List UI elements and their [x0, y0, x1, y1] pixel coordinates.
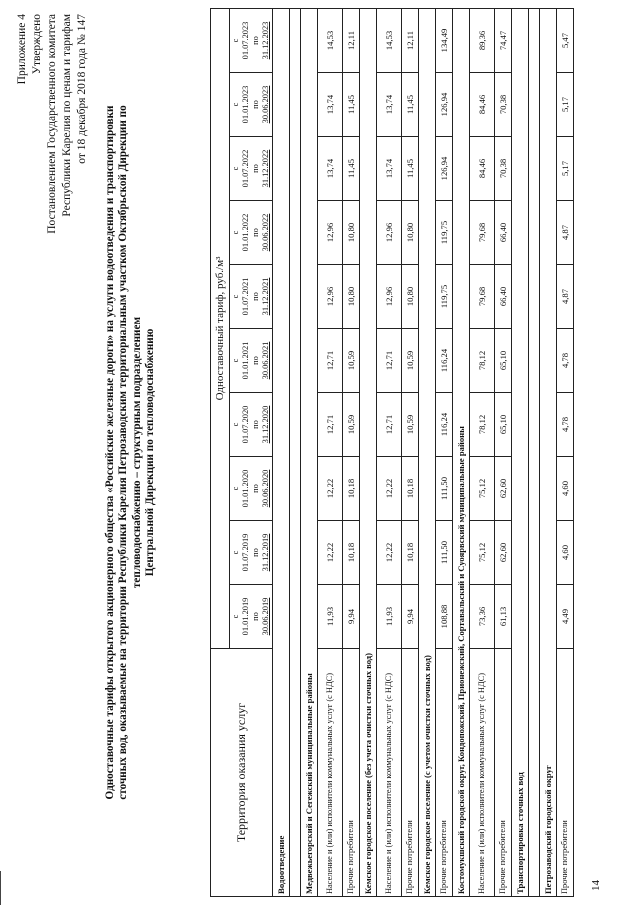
- table-row: [318, 8, 343, 896]
- group-title: Кемское городское поселение (с учетом очистки сточных вод): [419, 8, 436, 896]
- tariff-cell: 126,94: [436, 73, 453, 137]
- row-label-other: Прочие потребители: [557, 649, 574, 897]
- tariff-cell: 89,36: [470, 8, 495, 72]
- tariff-cell: 66,40: [495, 201, 512, 265]
- tariff-cell: 11,93: [377, 585, 402, 649]
- tariff-cell: 5,17: [557, 73, 574, 137]
- period-header: с 01.07.2021 по 31.12.2021: [230, 265, 273, 329]
- tariff-cell: 5,17: [557, 137, 574, 201]
- tariff-cell: 119,75: [436, 201, 453, 265]
- tariff-cell: 11,93: [318, 585, 343, 649]
- tariff-cell: 12,96: [318, 265, 343, 329]
- tariff-cell: 111,50: [436, 457, 453, 521]
- title-line-1: Одноставочные тарифы открытого акционерного общества «Российские железные дороги» на услуги водоотведения и транспортировки: [104, 105, 116, 800]
- section-row-vodootvedenie: [273, 8, 290, 896]
- group-row-petrozavodsk: [540, 8, 557, 896]
- tariff-cell: 10,18: [343, 521, 360, 585]
- tariff-cell: 4,87: [557, 201, 574, 265]
- tariff-cell: 4,60: [557, 457, 574, 521]
- spacer-row: [290, 8, 301, 896]
- tariff-cell: 12,22: [318, 457, 343, 521]
- period-header: с 01.01.2020 по 30.06.2020: [230, 457, 273, 521]
- tariff-table: [210, 8, 574, 897]
- tariff-cell: 11,45: [402, 73, 419, 137]
- tariff-cell: 12,11: [402, 8, 419, 72]
- tariff-cell: 10,80: [402, 265, 419, 329]
- tariff-cell: 126,94: [436, 137, 453, 201]
- tariff-cell: 4,78: [557, 329, 574, 393]
- group-title: Кемское городское поселение (без учета очистки сточных вод): [360, 8, 377, 896]
- tariff-cell: 4,49: [557, 585, 574, 649]
- table-row: [436, 8, 453, 896]
- table-row: [377, 8, 402, 896]
- tariff-cell: 78,12: [470, 393, 495, 457]
- tariff-cell: 65,10: [495, 329, 512, 393]
- table-row: [343, 8, 360, 896]
- spacer-cell: [529, 8, 540, 896]
- tariff-cell: 12,22: [318, 521, 343, 585]
- approval-block: [15, 14, 90, 234]
- tariff-cell: 10,59: [402, 329, 419, 393]
- tariff-cell: 116,24: [436, 329, 453, 393]
- table-row: [557, 8, 574, 896]
- row-label-population: Население и (или) исполнители коммунальных услуг (с НДС): [377, 649, 402, 897]
- tariff-cell: 73,36: [470, 585, 495, 649]
- territory-header: Территория оказания услуг: [211, 649, 273, 897]
- tariff-unit-header: Одноставочный тариф, руб./м³: [211, 8, 230, 648]
- row-label-other: Прочие потребители: [436, 649, 453, 897]
- period-header: с 01.01.2022 по 30.06.2022: [230, 201, 273, 265]
- group-title: Петрозаводский городской округ: [540, 8, 557, 896]
- tariff-cell: 75,12: [470, 457, 495, 521]
- tariff-cell: 62,60: [495, 521, 512, 585]
- section-row-transport: [512, 8, 529, 896]
- tariff-cell: 13,74: [377, 73, 402, 137]
- group-row-kostomuksha: [453, 8, 470, 896]
- approval-line-1: Приложение 4: [16, 14, 28, 85]
- tariff-cell: 10,18: [402, 521, 419, 585]
- tariff-cell: 10,80: [343, 265, 360, 329]
- group-title: Костомукшский городской округ, Кондопожский, Прионежский, Сортавальский и Суоярвский муниципальные районы: [453, 8, 470, 896]
- tariff-cell: 134,49: [436, 8, 453, 72]
- table-row: [470, 8, 495, 896]
- document-title: [104, 10, 158, 895]
- tariff-cell: 4,87: [557, 265, 574, 329]
- approval-line-5: от 18 декабря 2018 года № 147: [76, 14, 88, 164]
- corner-line: [0, 871, 1, 905]
- tariff-cell: 62,60: [495, 457, 512, 521]
- tariff-cell: 65,10: [495, 393, 512, 457]
- tariff-cell: 70,38: [495, 137, 512, 201]
- tariff-cell: 12,11: [343, 8, 360, 72]
- tariff-cell: 14,53: [318, 8, 343, 72]
- period-header: с 01.07.2023 по 31.12.2023: [230, 8, 273, 72]
- page-number: 14: [590, 880, 602, 891]
- tariff-cell: 10,59: [402, 393, 419, 457]
- group-title: Медвежьегорский и Сегежский муниципальные районы: [301, 8, 318, 896]
- tariff-cell: 12,71: [377, 329, 402, 393]
- tariff-cell: 66,40: [495, 265, 512, 329]
- tariff-cell: 9,94: [402, 585, 419, 649]
- tariff-cell: 70,38: [495, 73, 512, 137]
- tariff-cell: 10,80: [343, 201, 360, 265]
- tariff-cell: 84,46: [470, 73, 495, 137]
- period-header: с 01.01.2023 по 30.06.2023: [230, 73, 273, 137]
- tariff-cell: 4,78: [557, 393, 574, 457]
- period-header: с 01.01.2021 по 30.06.2021: [230, 329, 273, 393]
- tariff-cell: 79,68: [470, 265, 495, 329]
- tariff-cell: 108,88: [436, 585, 453, 649]
- tariff-cell: 12,22: [377, 457, 402, 521]
- row-label-population: Население и (или) исполнители коммунальных услуг (с НДС): [470, 649, 495, 897]
- tariff-cell: 12,71: [377, 393, 402, 457]
- period-header: с 01.01.2019 по 30.06.2019: [230, 585, 273, 649]
- tariff-cell: 10,59: [343, 329, 360, 393]
- tariff-cell: 74,47: [495, 8, 512, 72]
- approval-line-4: Республики Карелия по ценам и тарифам: [61, 14, 73, 217]
- tariff-cell: 12,71: [318, 329, 343, 393]
- table-row: [495, 8, 512, 896]
- row-label-other: Прочие потребители: [402, 649, 419, 897]
- tariff-cell: 12,22: [377, 521, 402, 585]
- table-row: [402, 8, 419, 896]
- tariff-cell: 13,74: [377, 137, 402, 201]
- row-label-other: Прочие потребители: [343, 649, 360, 897]
- title-line-3: тепловодоснабжению – структурным подразделением: [130, 316, 143, 589]
- header-row-1: [211, 8, 230, 896]
- tariff-cell: 10,18: [343, 457, 360, 521]
- tariff-cell: 10,80: [402, 201, 419, 265]
- section-title: Транспортировка сточных вод: [512, 8, 529, 896]
- tariff-cell: 84,46: [470, 137, 495, 201]
- tariff-cell: 11,45: [402, 137, 419, 201]
- tariff-cell: 13,74: [318, 73, 343, 137]
- period-header: с 01.07.2019 по 31.12.2019: [230, 521, 273, 585]
- group-row-kem-without: [360, 8, 377, 896]
- tariff-cell: 119,75: [436, 265, 453, 329]
- group-row-medvezhyegorsk: [301, 8, 318, 896]
- period-header: с 01.07.2022 по 31.12.2022: [230, 137, 273, 201]
- title-line-2: сточных вод, оказываемые на территории Республики Карелия Петрозаводским территориальным участком Октябрьской Дирекции по: [117, 105, 130, 800]
- tariff-cell: 111,50: [436, 521, 453, 585]
- tariff-cell: 79,68: [470, 201, 495, 265]
- tariff-cell: 11,45: [343, 73, 360, 137]
- tariff-cell: 13,74: [318, 137, 343, 201]
- tariff-cell: 9,94: [343, 585, 360, 649]
- tariff-cell: 4,60: [557, 521, 574, 585]
- tariff-cell: 12,71: [318, 393, 343, 457]
- tariff-cell: 11,45: [343, 137, 360, 201]
- tariff-cell: 12,96: [318, 201, 343, 265]
- tariff-cell: 10,59: [343, 393, 360, 457]
- tariff-cell: 14,53: [377, 8, 402, 72]
- group-row-kem-with: [419, 8, 436, 896]
- spacer-cell: [290, 8, 301, 896]
- approval-line-3: Постановлением Государственного комитета: [46, 14, 58, 234]
- tariff-cell: 61,13: [495, 585, 512, 649]
- period-header: с 01.07.2020 по 31.12.2020: [230, 393, 273, 457]
- tariff-cell: 116,24: [436, 393, 453, 457]
- title-line-4: Центральной Дирекции по тепловодоснабжению: [144, 328, 157, 577]
- tariff-cell: 5,47: [557, 8, 574, 72]
- tariff-cell: 10,18: [402, 457, 419, 521]
- tariff-cell: 75,12: [470, 521, 495, 585]
- approval-line-2: Утверждено: [31, 14, 43, 75]
- tariff-cell: 12,96: [377, 201, 402, 265]
- row-label-population: Население и (или) исполнители коммунальных услуг (с НДС): [318, 649, 343, 897]
- row-label-other: Прочие потребители: [495, 649, 512, 897]
- tariff-cell: 12,96: [377, 265, 402, 329]
- spacer-row: [529, 8, 540, 896]
- tariff-cell: 78,12: [470, 329, 495, 393]
- section-title: Водоотведение: [273, 8, 290, 896]
